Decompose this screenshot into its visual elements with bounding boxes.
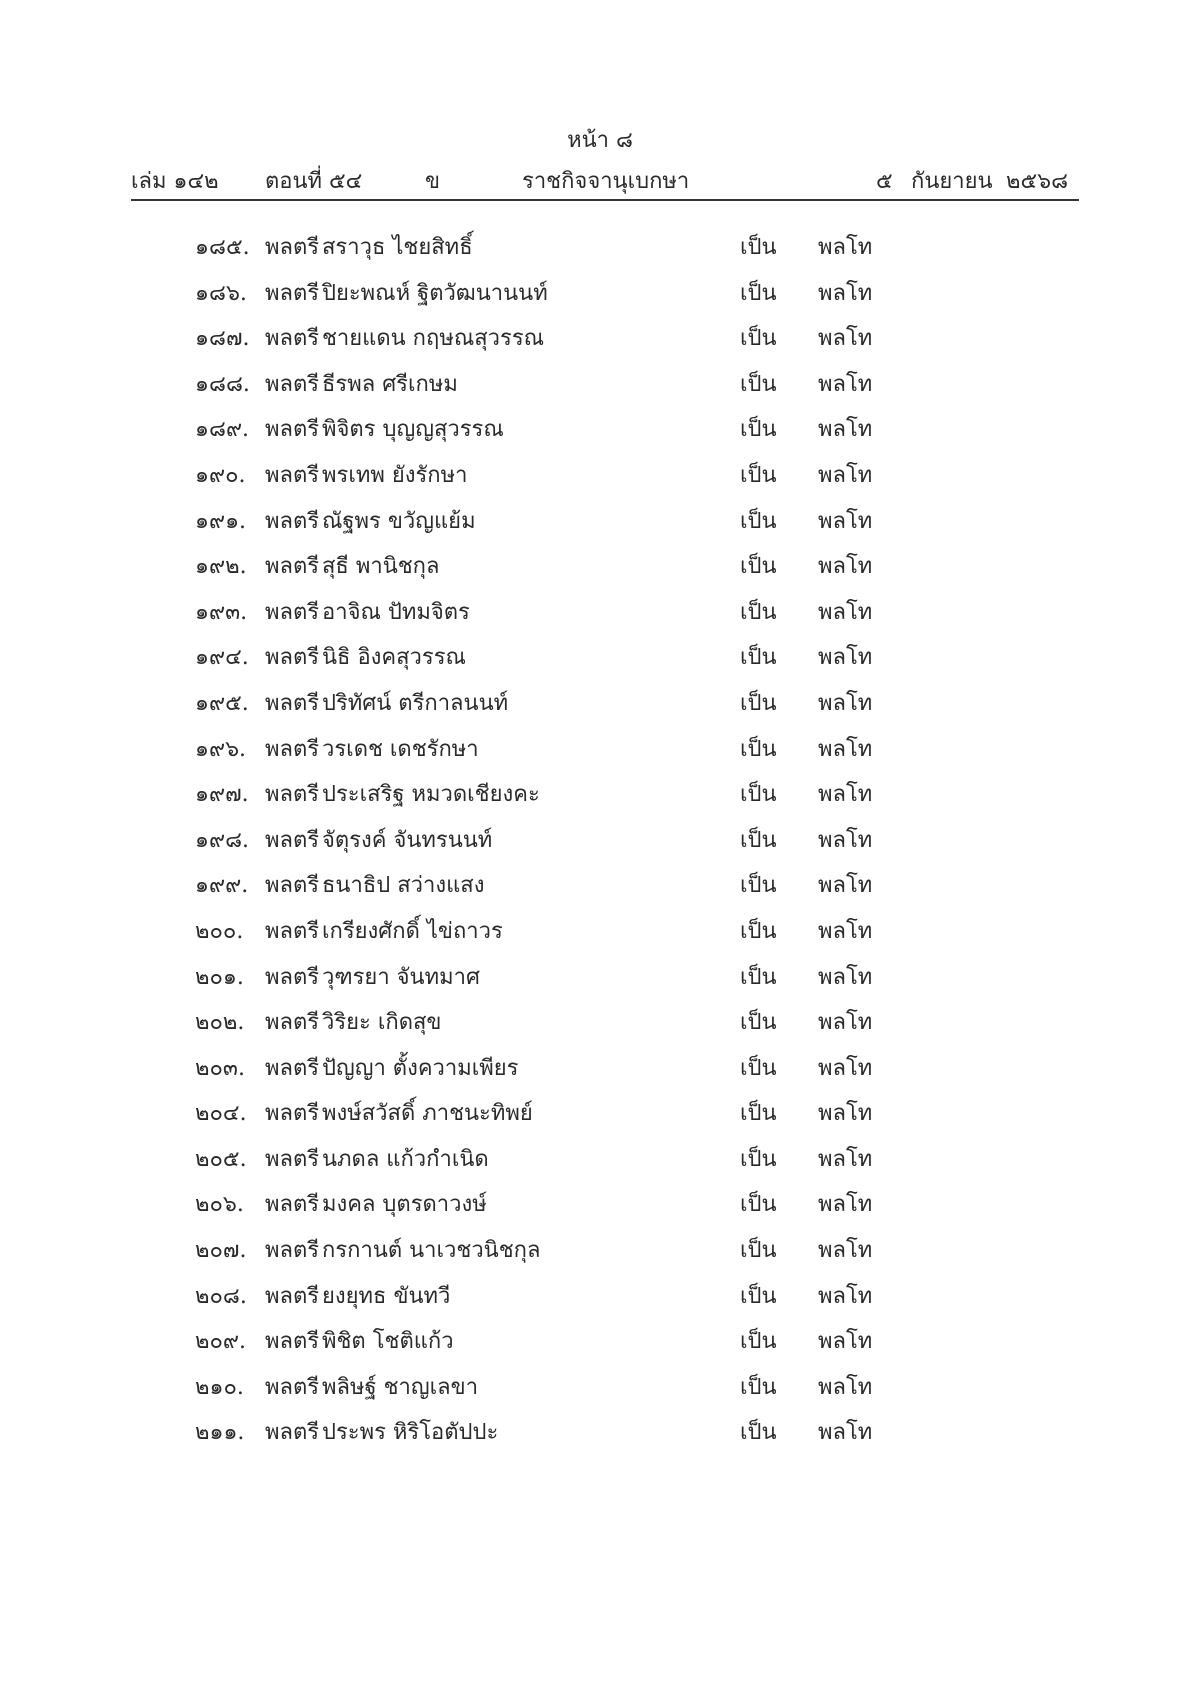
entry-rank: พลตรี — [265, 280, 320, 306]
entry-name: สุธี พานิชกุล — [322, 554, 440, 580]
entry-rank: พลตรี — [265, 1192, 320, 1218]
issue-label: ตอนที่ ๕๔ — [265, 169, 363, 194]
date-year: ๒๕๖๘ — [1006, 169, 1069, 194]
entry-as: เป็น — [740, 554, 777, 580]
entry-new-rank: พลโท — [818, 645, 873, 671]
entry-number: ๒๐๘. — [195, 1283, 247, 1309]
entry-name: ประพร หิริโอตัปปะ — [322, 1420, 499, 1446]
entry-as: เป็น — [740, 1146, 777, 1172]
entry-as: เป็น — [740, 599, 777, 625]
entry-number: ๒๐๗. — [195, 1238, 247, 1264]
entry-name: ประเสริฐ หมวดเชียงคะ — [322, 782, 540, 808]
entry-name: กรกานต์ นาเวชวนิชกุล — [322, 1238, 541, 1264]
entry-new-rank: พลโท — [818, 280, 873, 306]
entry-as: เป็น — [740, 1283, 777, 1309]
entry-rank: พลตรี — [265, 873, 320, 899]
entry-new-rank: พลโท — [818, 1329, 873, 1355]
list-item — [0, 776, 1200, 822]
entry-number: ๒๐๑. — [195, 964, 244, 990]
entry-rank: พลตรี — [265, 326, 320, 352]
entry-rank: พลตรี — [265, 1329, 320, 1355]
entry-name: นิธิ อิงคสุวรรณ — [322, 645, 466, 671]
list-item — [0, 867, 1200, 913]
entry-name: วรเดช เดชรักษา — [322, 736, 479, 762]
list-item — [0, 594, 1200, 640]
entry-new-rank: พลโท — [818, 1010, 873, 1036]
entry-number: ๒๐๐. — [195, 918, 244, 944]
entry-number: ๑๙๔. — [195, 645, 249, 671]
entry-rank: พลตรี — [265, 1374, 320, 1400]
entry-new-rank: พลโท — [818, 462, 873, 488]
entry-rank: พลตรี — [265, 645, 320, 671]
entry-rank: พลตรี — [265, 1101, 320, 1127]
section-label: ข — [425, 169, 441, 194]
list-item — [0, 1414, 1200, 1460]
entry-name: วุฑรยา จันทมาศ — [322, 964, 480, 990]
entry-as: เป็น — [740, 1101, 777, 1127]
entry-as: เป็น — [740, 1374, 777, 1400]
entry-name: ยงยุทธ ขันทวี — [322, 1283, 451, 1309]
entry-name: พิจิตร บุญญสุวรรณ — [322, 417, 504, 443]
entry-as: เป็น — [740, 964, 777, 990]
list-item — [0, 411, 1200, 457]
entry-number: ๑๙๒. — [195, 554, 247, 580]
entry-new-rank: พลโท — [818, 918, 873, 944]
entry-number: ๑๘๗. — [195, 326, 250, 352]
entry-rank: พลตรี — [265, 599, 320, 625]
entry-new-rank: พลโท — [818, 690, 873, 716]
list-item — [0, 1004, 1200, 1050]
entry-new-rank: พลโท — [818, 736, 873, 762]
entry-number: ๑๙๗. — [195, 782, 249, 808]
entry-as: เป็น — [740, 690, 777, 716]
entry-new-rank: พลโท — [818, 1420, 873, 1446]
entry-as: เป็น — [740, 326, 777, 352]
gazette-header — [0, 163, 1200, 197]
list-item — [0, 639, 1200, 685]
entry-as: เป็น — [740, 1420, 777, 1446]
entry-new-rank: พลโท — [818, 1374, 873, 1400]
entry-rank: พลตรี — [265, 827, 320, 853]
entry-new-rank: พลโท — [818, 782, 873, 808]
list-item — [0, 1232, 1200, 1278]
list-item — [0, 685, 1200, 731]
entry-number: ๑๙๕. — [195, 690, 249, 716]
entry-number: ๑๘๘. — [195, 371, 250, 397]
entry-as: เป็น — [740, 417, 777, 443]
entry-name: จัตุรงค์ จันทรนนท์ — [322, 827, 493, 853]
entry-name: วิริยะ เกิดสุข — [322, 1010, 442, 1036]
entry-as: เป็น — [740, 1010, 777, 1036]
entry-name: สราวุธ ไชยสิทธิ์ — [322, 235, 473, 260]
list-item — [0, 1369, 1200, 1415]
entry-new-rank: พลโท — [818, 508, 873, 534]
entry-new-rank: พลโท — [818, 371, 873, 397]
list-item — [0, 1278, 1200, 1324]
page-number: หน้า ๘ — [567, 128, 633, 153]
entry-rank: พลตรี — [265, 554, 320, 580]
entry-as: เป็น — [740, 1329, 777, 1355]
header-divider — [131, 199, 1079, 201]
entry-as: เป็น — [740, 782, 777, 808]
entry-rank: พลตรี — [265, 462, 320, 488]
entry-rank: พลตรี — [265, 508, 320, 534]
entry-as: เป็น — [740, 1192, 777, 1218]
entry-rank: พลตรี — [265, 235, 320, 260]
entry-new-rank: พลโท — [818, 554, 873, 580]
entry-new-rank: พลโท — [818, 1146, 873, 1172]
list-item — [0, 320, 1200, 366]
entry-name: เกรียงศักดิ์ ไข่ถาวร — [322, 918, 503, 944]
entry-as: เป็น — [740, 462, 777, 488]
entry-name: ปัญญา ตั้งความเพียร — [322, 1055, 519, 1081]
entry-number: ๑๙๖. — [195, 736, 247, 762]
entry-name: ชายแดน กฤษณสุวรรณ — [322, 326, 545, 352]
entry-as: เป็น — [740, 371, 777, 397]
entry-rank: พลตรี — [265, 417, 320, 443]
entry-name: มงคล บุตรดาวงษ์ — [322, 1192, 487, 1218]
entry-new-rank: พลโท — [818, 1192, 873, 1218]
entry-as: เป็น — [740, 280, 777, 306]
entry-as: เป็น — [740, 508, 777, 534]
entry-rank: พลตรี — [265, 918, 320, 944]
promotion-list — [0, 229, 1200, 1460]
entry-number: ๒๐๔. — [195, 1101, 247, 1127]
publication-title: ราชกิจจานุเบกษา — [522, 169, 690, 194]
entry-number: ๒๐๕. — [195, 1146, 247, 1172]
list-item — [0, 1095, 1200, 1141]
entry-rank: พลตรี — [265, 736, 320, 762]
entry-number: ๑๘๙. — [195, 417, 250, 443]
entry-number: ๒๐๓. — [195, 1055, 245, 1081]
list-item — [0, 366, 1200, 412]
list-item — [0, 229, 1200, 275]
entry-number: ๒๐๖. — [195, 1192, 244, 1218]
entry-new-rank: พลโท — [818, 964, 873, 990]
list-item — [0, 503, 1200, 549]
list-item — [0, 731, 1200, 777]
entry-name: ปิยะพณห์ ฐิตวัฒนานนท์ — [322, 280, 548, 306]
entry-name: พิชิต โชติแก้ว — [322, 1329, 454, 1355]
date-month: กันยายน — [911, 169, 993, 194]
entry-name: นภดล แก้วกำเนิด — [322, 1146, 489, 1172]
list-item — [0, 275, 1200, 321]
entry-as: เป็น — [740, 1055, 777, 1081]
entry-name: พรเทพ ยังรักษา — [322, 462, 468, 488]
entry-number: ๑๘๖. — [195, 280, 247, 306]
entry-new-rank: พลโท — [818, 1055, 873, 1081]
entry-new-rank: พลโท — [818, 873, 873, 899]
entry-number: ๒๑๐. — [195, 1374, 244, 1400]
list-item — [0, 457, 1200, 503]
entry-name: ธีรพล ศรีเกษม — [322, 371, 458, 397]
entry-rank: พลตรี — [265, 1146, 320, 1172]
entry-name: อาจิณ ปัทมจิตร — [322, 599, 470, 625]
date-day: ๕ — [876, 169, 893, 194]
entry-rank: พลตรี — [265, 1055, 320, 1081]
list-item — [0, 959, 1200, 1005]
entry-rank: พลตรี — [265, 1010, 320, 1036]
list-item — [0, 1141, 1200, 1187]
entry-new-rank: พลโท — [818, 599, 873, 625]
entry-new-rank: พลโท — [818, 417, 873, 443]
entry-number: ๑๙๐. — [195, 462, 246, 488]
entry-as: เป็น — [740, 827, 777, 853]
entry-new-rank: พลโท — [818, 326, 873, 352]
entry-name: พลิษฐ์ ชาญเลขา — [322, 1374, 479, 1400]
entry-new-rank: พลโท — [818, 827, 873, 853]
entry-name: ธนาธิป สว่างแสง — [322, 873, 485, 899]
volume-label: เล่ม ๑๔๒ — [131, 169, 219, 194]
entry-as: เป็น — [740, 645, 777, 671]
entry-rank: พลตรี — [265, 1420, 320, 1446]
list-item — [0, 1323, 1200, 1369]
entry-number: ๑๙๓. — [195, 599, 248, 625]
entry-rank: พลตรี — [265, 964, 320, 990]
list-item — [0, 548, 1200, 594]
list-item — [0, 913, 1200, 959]
entry-as: เป็น — [740, 1238, 777, 1264]
entry-number: ๑๙๑. — [195, 508, 247, 534]
entry-name: ณัฐพร ขวัญแย้ม — [322, 508, 476, 534]
entry-as: เป็น — [740, 918, 777, 944]
entry-as: เป็น — [740, 873, 777, 899]
entry-new-rank: พลโท — [818, 235, 873, 260]
entry-number: ๒๐๙. — [195, 1329, 247, 1355]
entry-number: ๒๑๑. — [195, 1420, 245, 1446]
entry-rank: พลตรี — [265, 690, 320, 716]
entry-rank: พลตรี — [265, 371, 320, 397]
entry-rank: พลตรี — [265, 782, 320, 808]
entry-new-rank: พลโท — [818, 1238, 873, 1264]
entry-number: ๑๙๘. — [195, 827, 250, 853]
entry-number: ๒๐๒. — [195, 1010, 245, 1036]
entry-new-rank: พลโท — [818, 1101, 873, 1127]
entry-number: ๑๙๙. — [195, 873, 249, 899]
entry-number: ๑๘๕. — [195, 235, 250, 260]
entry-name: พงษ์สวัสดิ์ ภาชนะทิพย์ — [322, 1101, 533, 1127]
entry-as: เป็น — [740, 235, 777, 260]
list-item — [0, 822, 1200, 868]
list-item — [0, 1186, 1200, 1232]
entry-rank: พลตรี — [265, 1283, 320, 1309]
entry-as: เป็น — [740, 736, 777, 762]
entry-rank: พลตรี — [265, 1238, 320, 1264]
entry-name: ปริทัศน์ ตรีกาลนนท์ — [322, 690, 509, 716]
entry-new-rank: พลโท — [818, 1283, 873, 1309]
list-item — [0, 1050, 1200, 1096]
